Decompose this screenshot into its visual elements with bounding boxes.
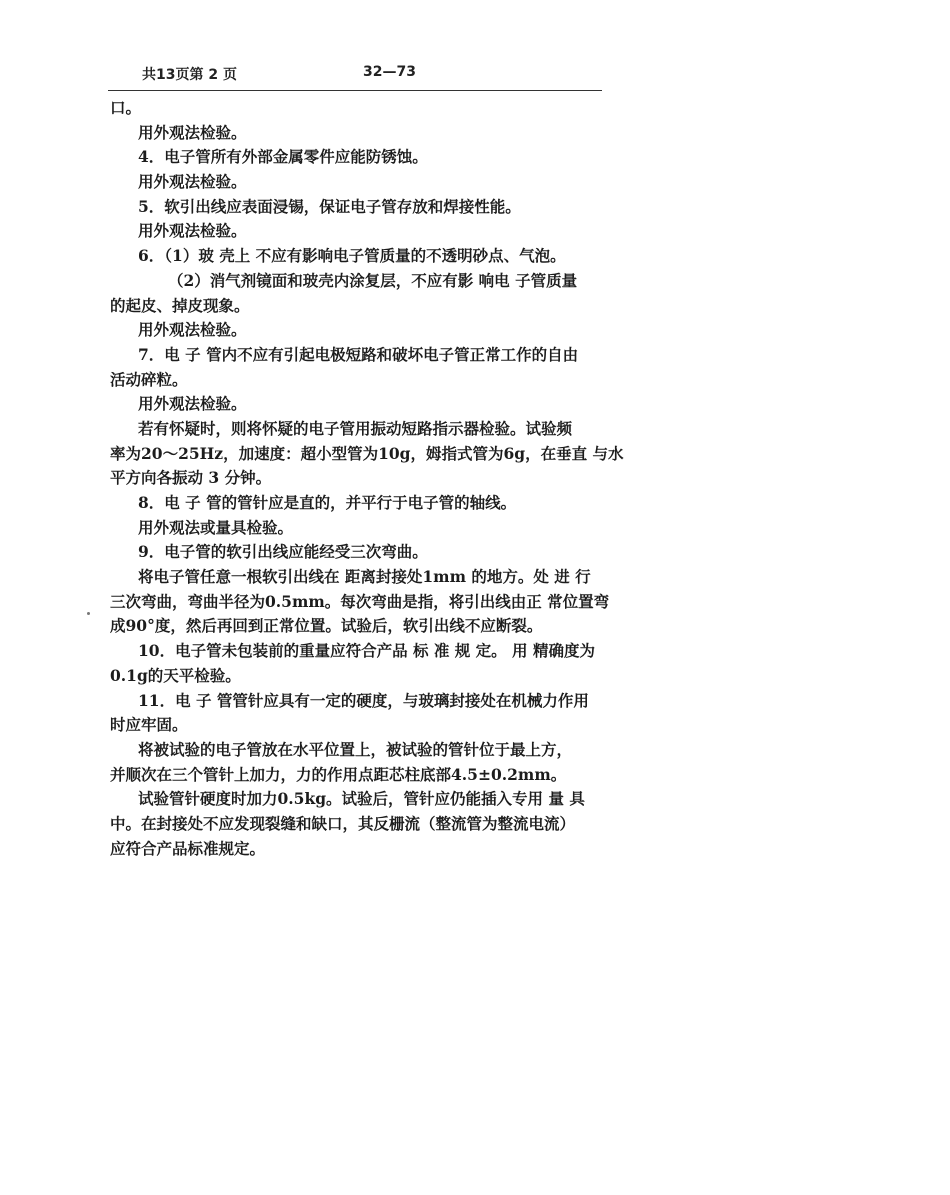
text-line: 若有怀疑时，则将怀疑的电子管用振动短路指示器检验。试验频 <box>138 418 573 438</box>
document-body <box>110 96 624 861</box>
text-line: 0.1g的天平检验。 <box>110 665 241 685</box>
text-line: 9．电子管的软引出线应能经受三次弯曲。 <box>138 542 428 562</box>
text-line: 并顺次在三个管针上加力，力的作用点距芯柱底部4.5±0.2mm。 <box>110 764 567 784</box>
text-line: 中。在封接处不应发现裂缝和缺口，其反栅流（整流管为整流电流） <box>110 813 576 833</box>
text-line: 10．电子管未包装前的重量应符合产品 标 准 规 定。 用 精确度为 <box>138 641 595 661</box>
text-line: 将被试验的电子管放在水平位置上，被试验的管针位于最上方， <box>138 739 573 759</box>
text-line: 5．软引出线应表面浸锡，保证电子管存放和焊接性能。 <box>138 196 521 216</box>
text-line: 率为20～25Hz，加速度：超小型管为10g，姆指式管为6g，在垂直 与水 <box>110 443 624 463</box>
scan-speck <box>87 612 90 615</box>
text-line: 用外观法检验。 <box>138 221 247 241</box>
text-line: 8．电 子 管的管针应是直的，并平行于电子管的轴线。 <box>138 493 517 512</box>
page-counter: 共13页第 2 页 <box>142 67 237 83</box>
text-line: 成90°度，然后再回到正常位置。试验后，软引出线不应断裂。 <box>110 616 543 636</box>
text-line: 7．电 子 管内不应有引起电极短路和破坏电子管正常工作的自由 <box>138 344 579 364</box>
text-line: （2）消气剂镜面和玻壳内涂复层，不应有影 响电 子管质量 <box>168 270 578 290</box>
page-code: 32—73 <box>363 64 416 80</box>
text-line: 活动碎粒。 <box>110 369 188 389</box>
text-line: 将电子管任意一根软引出线在 距离封接处1mm 的地方。处 进 行 <box>138 567 591 587</box>
text-line: 的起皮、掉皮现象。 <box>110 295 250 315</box>
text-line: 6．（1）玻 壳上 不应有影响电子管质量的不透明砂点、气泡。 <box>138 246 566 266</box>
text-line: 用外观法检验。 <box>138 320 247 340</box>
text-line: 用外观法检验。 <box>138 394 247 414</box>
text-line: 用外观法或量具检验。 <box>138 517 294 537</box>
text-line: 用外观法检验。 <box>138 172 247 192</box>
text-line: 平方向各振动 3 分钟。 <box>110 468 272 488</box>
header-rule <box>108 90 602 91</box>
text-line: 用外观法检验。 <box>138 122 247 142</box>
text-line: 三次弯曲，弯曲半径为0.5mm。每次弯曲是指，将引出线由正 常位置弯 <box>110 591 610 611</box>
text-line: 4．电子管所有外部金属零件应能防锈蚀。 <box>138 147 428 167</box>
text-line: 应符合产品标准规定。 <box>110 838 266 858</box>
text-line: 11．电 子 管管针应具有一定的硬度，与玻璃封接处在机械力作用 <box>138 690 589 710</box>
text-line: 口。 <box>110 98 142 117</box>
page-header <box>110 64 602 84</box>
text-line: 试验管针硬度时加力0.5kg。试验后，管针应仍能插入专用 量 具 <box>138 789 585 809</box>
text-line: 时应牢固。 <box>110 715 188 735</box>
